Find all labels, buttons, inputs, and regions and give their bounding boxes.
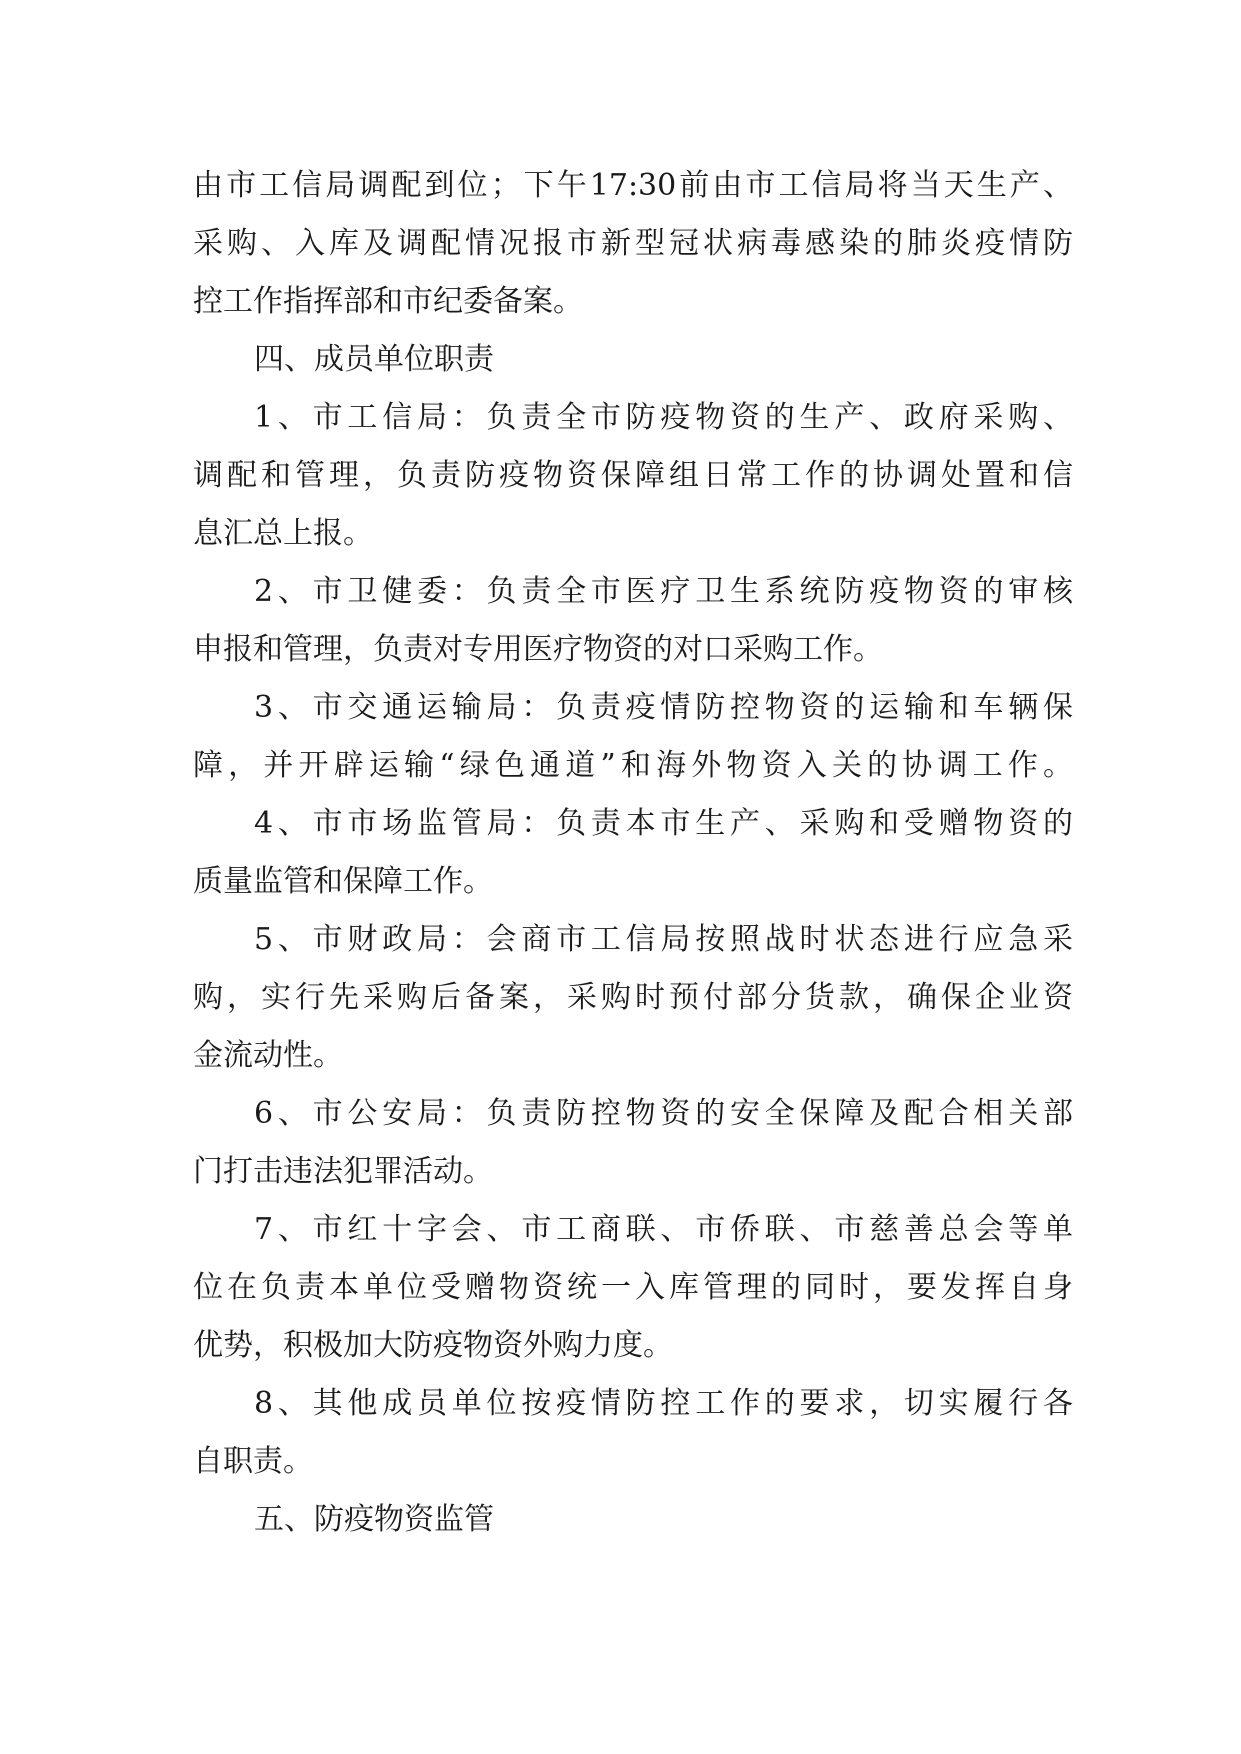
text-line: 位在负责本单位受赠物资统一入库管理的同时，要发挥自身	[193, 1270, 1073, 1305]
text-line: 3、市交通运输局：负责疫情防控物资的运输和车辆保	[254, 690, 1073, 725]
text-line: 优势，积极加大防疫物资外购力度。	[193, 1328, 673, 1363]
section-heading: 五、防疫物资监管	[254, 1502, 494, 1537]
text-line: 7、市红十字会、市工商联、市侨联、市慈善总会等单	[254, 1212, 1073, 1247]
text-line: 2、市卫健委：负责全市医疗卫生系统防疫物资的审核	[254, 574, 1073, 609]
text-line: 质量监管和保障工作。	[193, 864, 493, 899]
text-line: 门打击违法犯罪活动。	[193, 1154, 493, 1189]
text-line: 控工作指挥部和市纪委备案。	[193, 284, 583, 319]
text-line: 申报和管理，负责对专用医疗物资的对口采购工作。	[193, 632, 883, 667]
text-line: 1、市工信局：负责全市防疫物资的生产、政府采购、	[254, 400, 1073, 435]
text-line: 6、市公安局：负责防控物资的安全保障及配合相关部	[254, 1096, 1073, 1131]
text-line: 息汇总上报。	[193, 516, 373, 551]
text-line: 由市工信局调配到位；下午17:30前由市工信局将当天生产、	[193, 168, 1073, 203]
text-line: 自职责。	[193, 1444, 313, 1479]
text-line: 调配和管理，负责防疫物资保障组日常工作的协调处置和信	[193, 458, 1073, 493]
text-line: 5、市财政局：会商市工信局按照战时状态进行应急采	[254, 922, 1073, 957]
text-line: 4、市市场监管局：负责本市生产、采购和受赠物资的	[254, 806, 1073, 841]
text-line: 8、其他成员单位按疫情防控工作的要求，切实履行各	[254, 1386, 1073, 1421]
text-line: 障，并开辟运输“绿色通道”和海外物资入关的协调工作。	[193, 748, 1073, 783]
text-line: 金流动性。	[193, 1038, 343, 1073]
text-line: 采购、入库及调配情况报市新型冠状病毒感染的肺炎疫情防	[193, 226, 1073, 261]
section-heading: 四、成员单位职责	[254, 342, 494, 377]
text-line: 购，实行先采购后备案，采购时预付部分货款，确保企业资	[193, 980, 1073, 1015]
